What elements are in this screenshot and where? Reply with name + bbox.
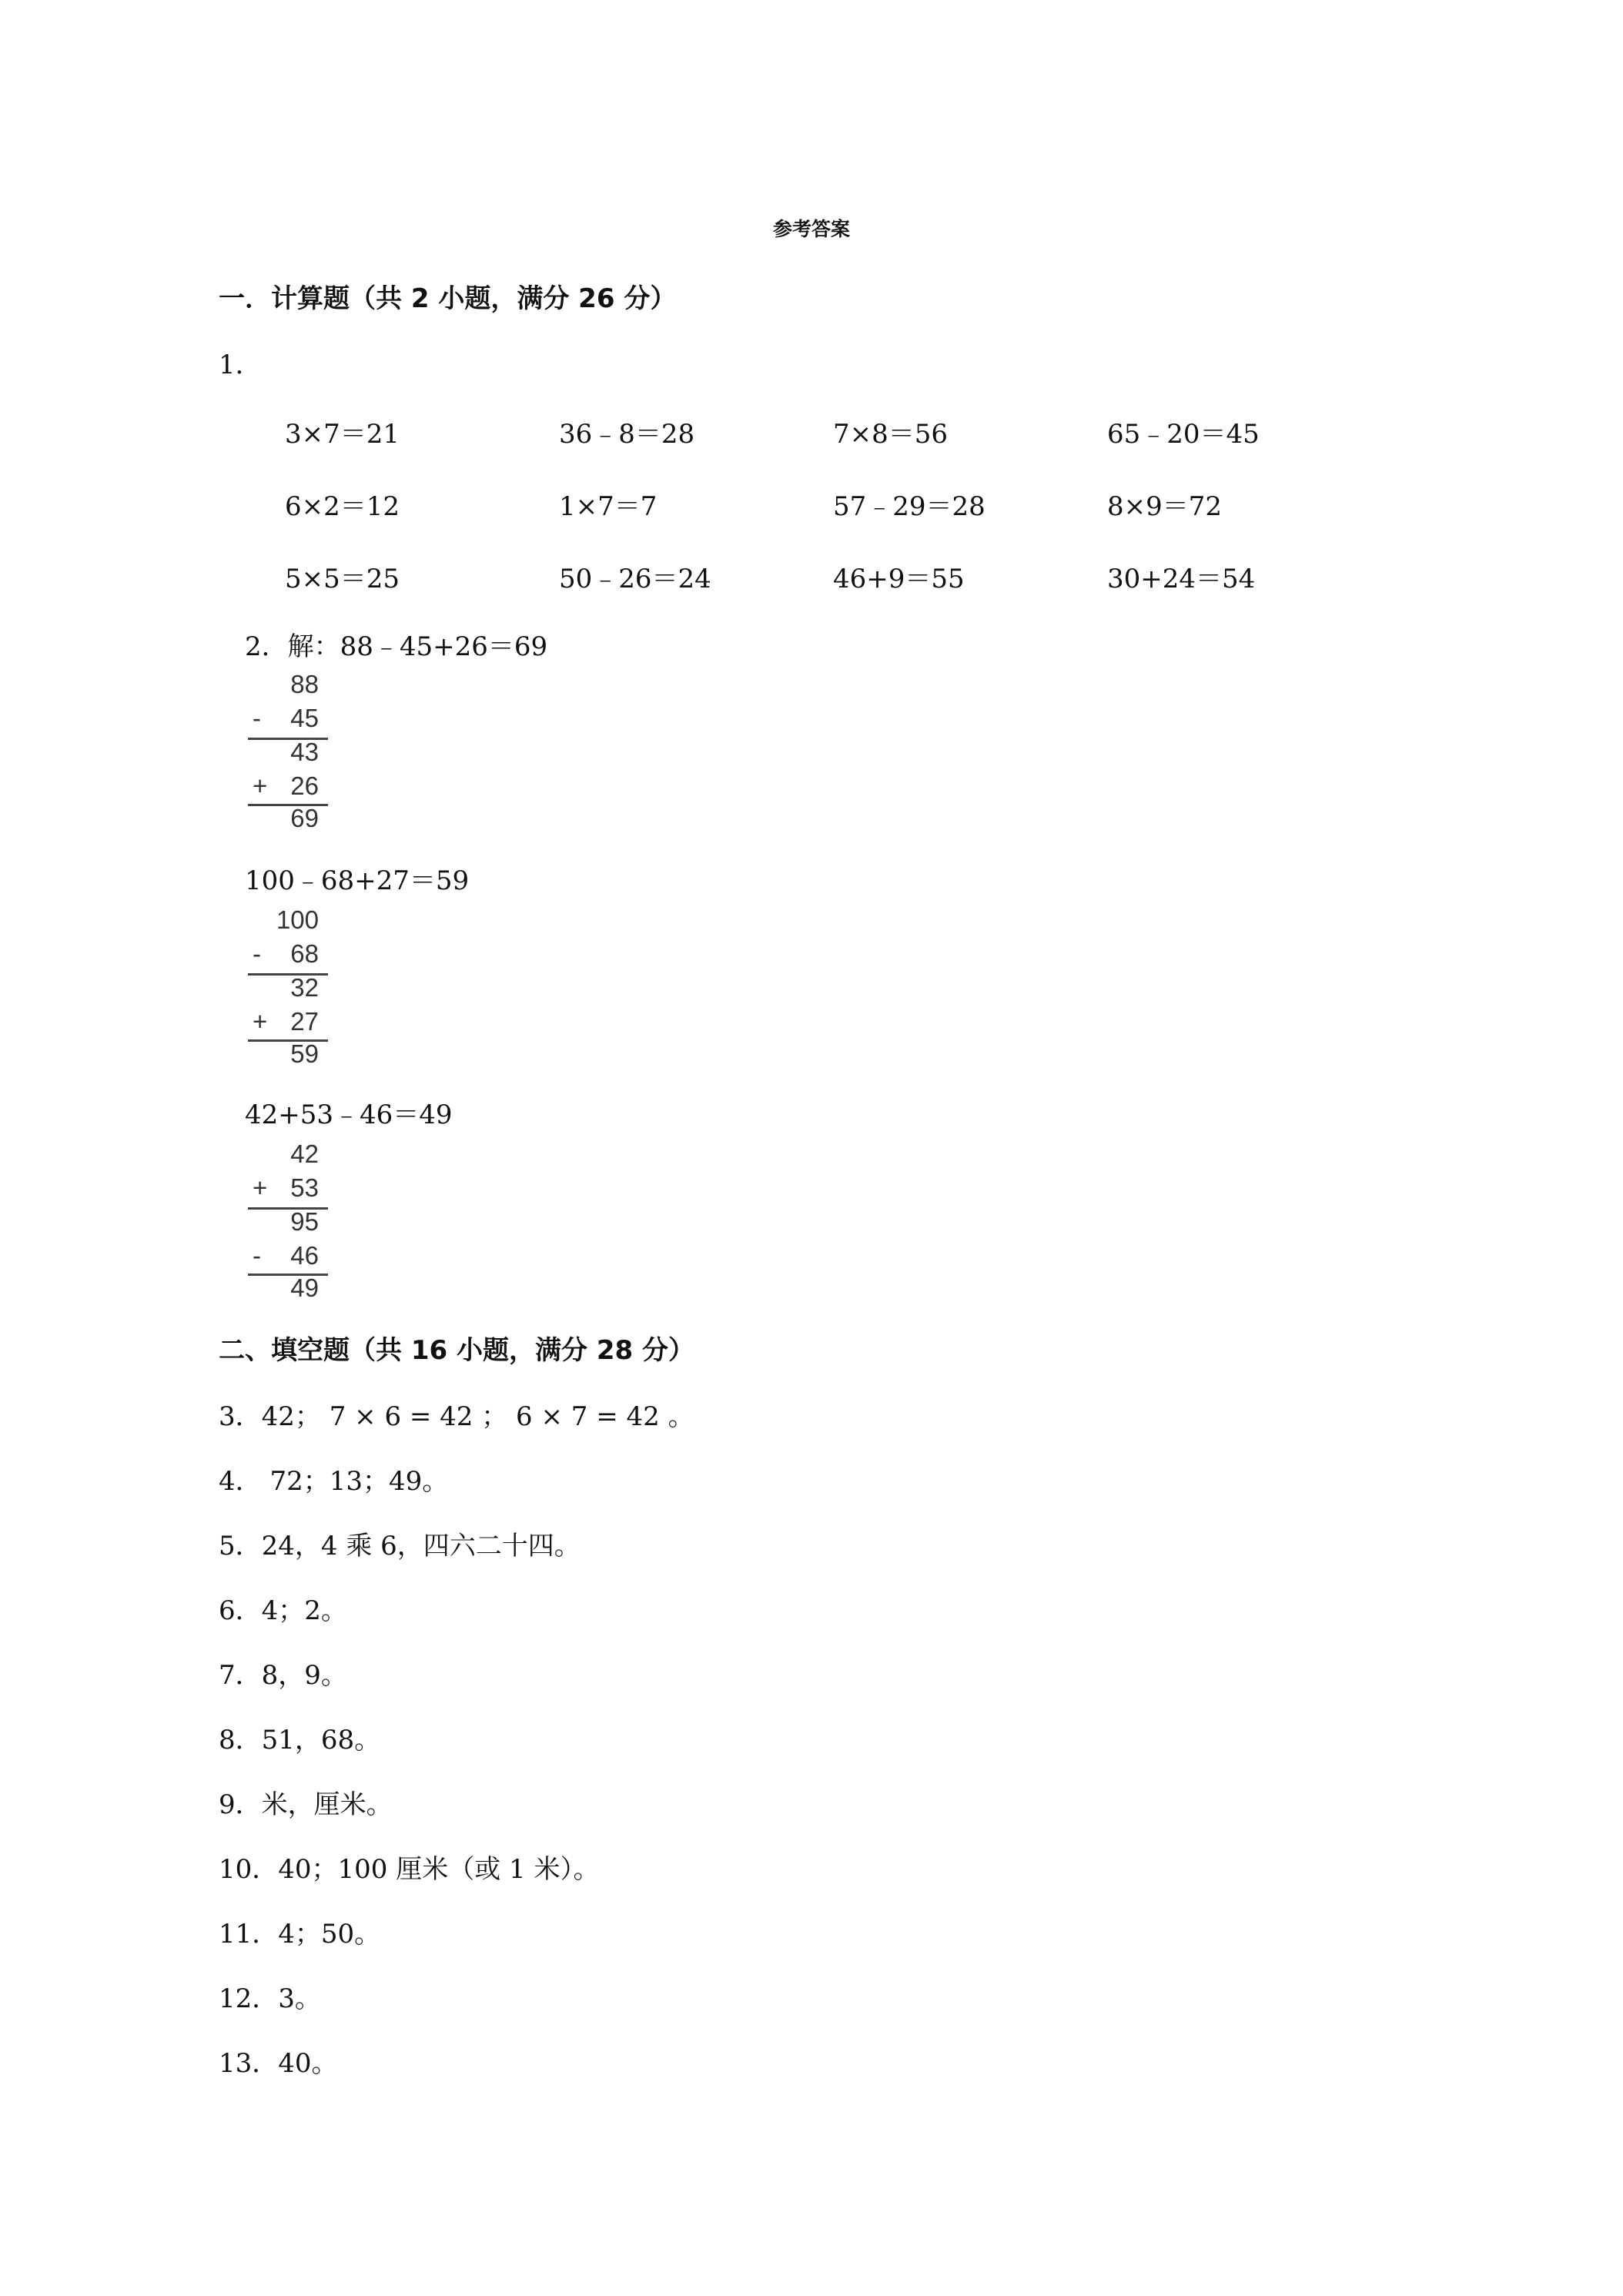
answer-item: 9．米，厘米。 (219, 1789, 393, 1820)
answer-item: 7．8，9。 (219, 1660, 347, 1691)
vertical-operator: + (253, 771, 268, 800)
vertical-number: 100 (276, 905, 319, 934)
vertical-number: 45 (290, 704, 319, 732)
calc-cell: 36﹣8＝28 (559, 419, 695, 450)
answer-item: 4． 72；13；49。 (219, 1466, 449, 1497)
vertical-number: 43 (290, 738, 319, 766)
vertical-number: 68 (290, 939, 319, 968)
vertical-number: 88 (290, 670, 319, 698)
vertical-calculation-2 (245, 905, 337, 1075)
vertical-number: 42 (290, 1140, 319, 1168)
vertical-operator: + (253, 1173, 268, 1202)
vertical-number: 46 (290, 1241, 319, 1270)
calc-cell: 7×8＝56 (833, 419, 949, 450)
calc-cell: 5×5＝25 (285, 564, 400, 594)
calc-cell: 57﹣29＝28 (833, 491, 986, 522)
calc-cell: 30+24＝54 (1107, 564, 1256, 594)
section-heading-calculation: 一．计算题（共 2 小题，满分 26 分） (219, 283, 677, 314)
vertical-number: 69 (290, 804, 319, 832)
question-2-intro: 2．解：88﹣45+26＝69 (245, 631, 548, 662)
calc-cell: 50﹣26＝24 (559, 564, 711, 594)
answer-item: 13．40。 (219, 2048, 338, 2079)
question-2-equation-2: 100﹣68+27＝59 (245, 865, 470, 896)
calc-cell: 3×7＝21 (285, 419, 400, 450)
vertical-number: 49 (290, 1274, 319, 1302)
answer-item: 12．3。 (219, 1983, 321, 2014)
calc-cell: 8×9＝72 (1107, 491, 1223, 522)
vertical-operator: - (253, 704, 261, 732)
vertical-operator: - (253, 1241, 261, 1270)
vertical-operator: + (253, 1007, 268, 1036)
vertical-number: 26 (290, 771, 319, 800)
answer-item: 3．42； 7 × 6 = 42 ； 6 × 7 = 42 。 (219, 1401, 694, 1432)
vertical-number: 95 (290, 1207, 319, 1236)
page-title: 参考答案 (772, 218, 850, 240)
answer-item: 5．24，4 乘 6，四六二十四。 (219, 1531, 581, 1561)
vertical-number: 53 (290, 1173, 319, 1202)
answer-item: 6．4；2。 (219, 1595, 347, 1626)
question-2-equation-3: 42+53﹣46＝49 (245, 1099, 453, 1130)
calc-cell: 1×7＝7 (559, 491, 658, 522)
calc-cell: 6×2＝12 (285, 491, 400, 522)
vertical-operator: - (253, 939, 261, 968)
vertical-calculation-1 (245, 670, 337, 839)
section-heading-fill-blank: 二、填空题（共 16 小题，满分 28 分） (219, 1335, 694, 1366)
calc-cell: 65﹣20＝45 (1107, 419, 1260, 450)
vertical-number: 32 (290, 973, 319, 1002)
vertical-number: 27 (290, 1007, 319, 1036)
question-number-1: 1． (219, 350, 262, 380)
answer-item: 8．51，68。 (219, 1725, 381, 1755)
answer-item: 10．40；100 厘米（或 1 米）。 (219, 1854, 600, 1885)
vertical-number: 59 (290, 1039, 319, 1068)
vertical-calculation-3 (245, 1140, 337, 1309)
calc-cell: 46+9＝55 (833, 564, 965, 594)
answer-item: 11．4；50。 (219, 1919, 381, 1950)
